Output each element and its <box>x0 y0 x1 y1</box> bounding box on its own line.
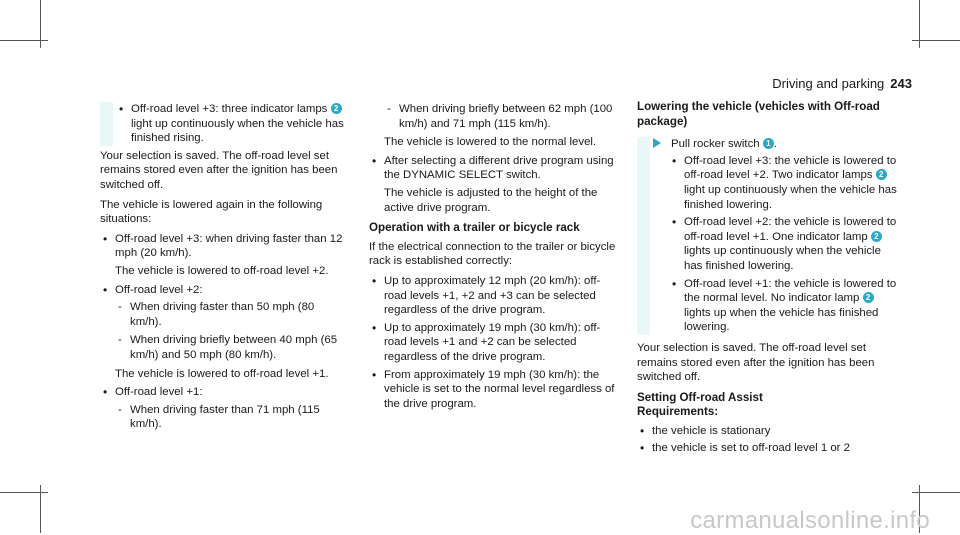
paragraph: Your selection is saved. The off-road level set remains stored even after the ignition has been switched off. <box>637 341 875 384</box>
list-item: • From approximately 19 mph (30 km/h): the vehicle is set to the normal level regardless of the drive program. <box>369 368 617 412</box>
watermark: carmanualsonline.info <box>690 507 930 534</box>
indicator-number-icon: 2 <box>863 292 874 303</box>
paragraph: The vehicle is lowered again in the following situations: <box>100 198 323 226</box>
column-1 <box>100 100 348 436</box>
sub-item: - When driving faster than 71 mph (115 km/h). <box>118 403 320 431</box>
page-number: 243 <box>890 76 912 91</box>
list-item: • Off-road level +3: when driving faster than 12 mph (20 km/h). <box>100 232 348 261</box>
crop-mark <box>40 0 41 48</box>
column-3 <box>637 100 899 459</box>
list-item: • Off-road level +2: the vehicle is lowered to off-road level +1. One indicator lamp 2 lights up continuously when the vehicle has finished lowering. <box>669 215 899 273</box>
sub-item: - When driving briefly between 62 mph (100 km/h) and 71 mph (115 km/h). <box>387 103 613 130</box>
indicator-number-icon: 2 <box>876 169 887 180</box>
dash-icon: - <box>387 103 391 115</box>
column-2 <box>369 100 617 414</box>
list-item: • Off-road level +1: <box>100 385 348 400</box>
requirements-label: Requirements: <box>637 405 719 419</box>
list-item: • Up to approximately 12 mph (20 km/h): off-road levels +1, +2 and +3 can be selected regardless of the drive program. <box>369 274 617 318</box>
dash-icon: - <box>118 334 122 347</box>
section-heading: Lowering the vehicle (vehicles with Off-road package) <box>637 100 880 128</box>
indicator-number-icon: 2 <box>331 103 342 114</box>
section-title: Driving and parking <box>772 76 885 91</box>
paragraph: If the electrical connection to the trailer or bicycle rack is established correctly: <box>369 240 616 268</box>
dash-icon: - <box>118 403 122 416</box>
section-heading: Setting Off-road Assist <box>637 390 763 404</box>
indicator-number-icon: 2 <box>871 231 882 242</box>
highlight-bar <box>100 102 348 146</box>
sub-item: - When driving faster than 50 mph (80 km/h). <box>118 301 315 328</box>
highlight-bar <box>637 137 899 335</box>
list-note: The vehicle is lowered to off-road level +2. <box>115 264 329 277</box>
list-item: • Off-road level +3: the vehicle is lowered to off-road level +2. Two indicator lamps 2 light up continuously when the vehicle has finished lowering. <box>669 154 899 212</box>
crop-mark <box>919 0 920 48</box>
list-item: • Off-road level +3: three indicator lamps 2 light up continuously when the vehicle has finished rising. <box>116 102 348 146</box>
list-item: • the vehicle is set to off-road level 1 or 2 <box>637 441 899 456</box>
step-arrow-icon <box>653 138 661 148</box>
paragraph: Your selection is saved. The off-road level set remains stored even after the ignition has been switched off. <box>100 149 338 191</box>
list-item: • Off-road level +2: <box>100 283 348 298</box>
list-note: The vehicle is adjusted to the height of the active drive program. <box>384 186 598 214</box>
dash-icon: - <box>118 301 122 314</box>
rocker-switch-number-icon: 1 <box>763 138 774 149</box>
section-heading: Operation with a trailer or bicycle rack <box>369 221 580 235</box>
instruction-step: Pull rocker switch 1 . <box>653 137 899 152</box>
page-header <box>772 76 912 91</box>
crop-mark <box>40 485 41 533</box>
list-note: The vehicle is lowered to off-road level +1. <box>115 367 329 380</box>
list-item: • After selecting a different drive program using the DYNAMIC SELECT switch. <box>369 154 617 183</box>
list-item: • Up to approximately 19 mph (30 km/h): off-road levels +1 and +2 can be selected regardless of the drive program. <box>369 321 617 365</box>
list-item: • the vehicle is stationary <box>637 424 899 439</box>
sub-item: - When driving briefly between 40 mph (65 km/h) and 50 mph (80 km/h). <box>118 334 338 361</box>
list-item: • Off-road level +1: the vehicle is lowered to the normal level. No indicator lamp 2 lights up when the vehicle has finished lowering. <box>669 277 899 335</box>
list-note: The vehicle is lowered to the normal level. <box>384 136 597 149</box>
